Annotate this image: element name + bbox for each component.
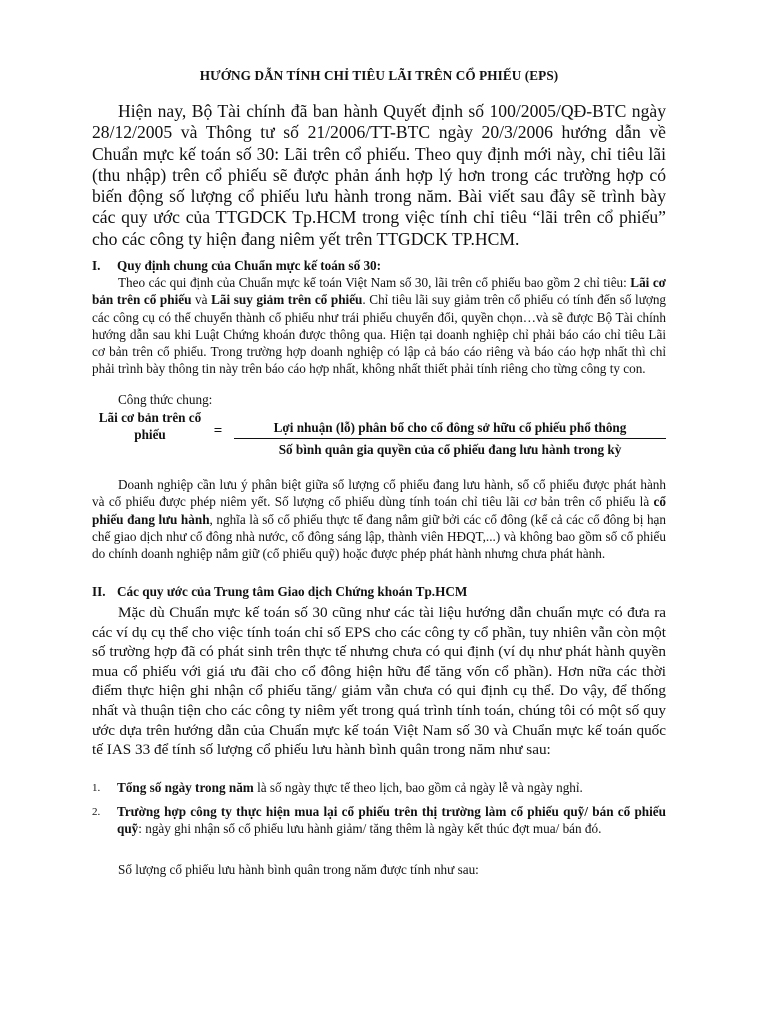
document-title: HƯỚNG DẪN TÍNH CHỈ TIÊU LÃI TRÊN CỔ PHIẾU (EPS) [199, 68, 559, 83]
intro-paragraph [92, 101, 666, 250]
section-2-number: II. [92, 584, 106, 599]
list-item-bold: Tổng số ngày trong năm [117, 780, 254, 795]
s2p1-text: Mặc dù Chuẩn mực kế toán số 30 cũng như các tài liệu hướng dẫn chuẩn mực có đưa ra các ví dụ cụ thể cho việc tính toán chỉ số EPS cho các công ty cổ phần, tuy nhiên vẫn còn một số trường hợp đã có phát sinh trên thực tế nhưng chưa có qui định (ví dụ như phát hành quyền mua cổ phiếu với giá ưu đãi cho cổ đông hiện hữu để tăng vốn cổ phần). Hơn nữa các thời điểm thực hiện ghi nhận cổ phiếu tăng/ giảm vẫn chưa có qui định cụ thể. Do vậy, để thống nhất và thuận tiện cho các công ty niêm yết trong quá trình tính toán, chúng tôi có một số quy ước dựa trên hướng dẫn của Chuẩn mực kế toán Việt Nam số 30 và Chuẩn mực kế toán quốc tế IAS 33 để tính số lượng cổ phiếu lưu hành bình quân trong năm như sau: [92, 604, 666, 759]
section-1-heading [92, 258, 381, 274]
s1p1-bold-basic-eps: Lãi cơ bản trên cổ phiếu [92, 275, 666, 308]
s1p2-text-c: , nghĩa là số cổ phiếu thực tế đang nắm giữ bởi các cổ đông (kể cả các cổ đông bị hạn chế giao dịch như cổ đông nhà nước, cổ đông sáng lập, thành viên HĐQT,...) và không bao gồm số cổ phiếu do chính doanh nghiệp nắm giữ (cổ phiếu quỹ) hoặc được phép phát hành nhưng chưa phát hành. [92, 511, 666, 562]
section-1-paragraph-1 [92, 274, 666, 378]
section-2-title: Các quy ước của Trung tâm Giao dịch Chứng khoán Tp.HCM [117, 584, 468, 599]
s1p1-bold-diluted-eps: Lãi suy giảm trên cổ phiếu [211, 292, 363, 308]
section-1-number: I. [92, 258, 101, 273]
section-2-heading [92, 584, 467, 600]
s1p1-text-c: và [191, 292, 212, 308]
s1p1-text-d: . Chỉ tiêu lãi suy giảm trên cổ phiếu có tính đến số lượng các công cụ có thể chuyển thành cổ phiếu như trái phiếu chuyển đổi, quyền chọn…và sẽ được Bộ Tài chính hướng dẫn sau khi Luật Chứng khoán được thông qua. Hiện tại doanh nghiệp chỉ phải báo cáo chỉ tiêu Lãi cơ bản trên cổ phiếu. Trong trường hợp doanh nghiệp có lập cả báo cáo riêng và báo cáo hợp nhất thì chỉ phải trình bày thông tin này trên báo cáo hợp nhất, không nhất thiết phải tính riêng cho từng công ty con. [92, 292, 667, 377]
list-item-text: là số ngày thực tế theo lịch, bao gồm cả ngày lễ và ngày nghỉ. [253, 780, 583, 795]
formula-intro [92, 391, 666, 408]
s2-closing-text: Số lượng cổ phiếu lưu hành bình quân trong năm được tính như sau: [118, 862, 479, 877]
section-1-title: Quy định chung của Chuẩn mực kế toán số 30: [117, 258, 382, 273]
formula-denominator: Số bình quân gia quyền của cổ phiếu đang lưu hành trong kỳ [278, 442, 622, 457]
intro-text: Hiện nay, Bộ Tài chính đã ban hành Quyết định số 100/2005/QĐ-BTC ngày 28/12/2005 và Thông tư số 21/2006/TT-BTC ngày 20/3/2006 hướng dẫn về Chuẩn mực kế toán số 30: Lãi trên cổ phiếu. Theo quy định mới này, chỉ tiêu lãi (thu nhập) trên cổ phiếu sẽ được phản ánh hợp lý hơn trong các trường hợp có biến động số lượng cổ phiếu lưu hành trong năm. Bài viết sau đây sẽ trình bày các quy ước của TTGDCK Tp.HCM trong việc tính chỉ tiêu “lãi trên cổ phiếu” cho các công ty hiện đang niêm yết trên TTGDCK TP.HCM. [92, 101, 666, 249]
formula-numerator: Lợi nhuận (lỗ) phân bổ cho cổ đông sở hữu cổ phiếu phổ thông [234, 420, 666, 439]
s1p1-text-a: Theo các qui định của Chuẩn mực kế toán Việt Nam số 30, lãi trên cổ phiếu bao gồm 2 chỉ tiêu: [118, 275, 631, 290]
list-item-marker: 1. [92, 782, 101, 794]
section-2-paragraph-1 [92, 603, 666, 760]
formula-label: Lãi cơ bản trên cổ phiếu [98, 410, 202, 442]
section-2-closing [92, 861, 666, 878]
list-item [92, 803, 666, 838]
s1p2-text-a: Doanh nghiệp cần lưu ý phân biệt giữa số lượng cổ phiếu đang lưu hành, số cổ phiếu được phát hành và cổ phiếu được phép niêm yết. Số lượng cổ phiếu dùng tính toán chỉ tiêu lãi cơ bản trên cổ phiếu là [92, 477, 666, 510]
list-item-bold: Trường hợp công ty thực hiện mua lại cổ phiếu trên thị trường làm cổ phiếu quỹ/ bán cổ phiếu quỹ [117, 804, 666, 837]
list-item [92, 779, 666, 796]
section-1-paragraph-2 [92, 476, 666, 562]
list-item-marker: 2. [92, 806, 101, 818]
list-item-text: : ngày ghi nhận số cổ phiếu lưu hành giảm/ tăng thêm là ngày kết thúc đợt mua/ bán đó. [138, 821, 602, 837]
s1p2-bold-outstanding: cổ phiếu đang lưu hành [92, 494, 666, 527]
formula-fraction [234, 420, 666, 458]
formula-intro-text: Công thức chung: [118, 392, 213, 407]
formula-equals: = [213, 423, 223, 439]
